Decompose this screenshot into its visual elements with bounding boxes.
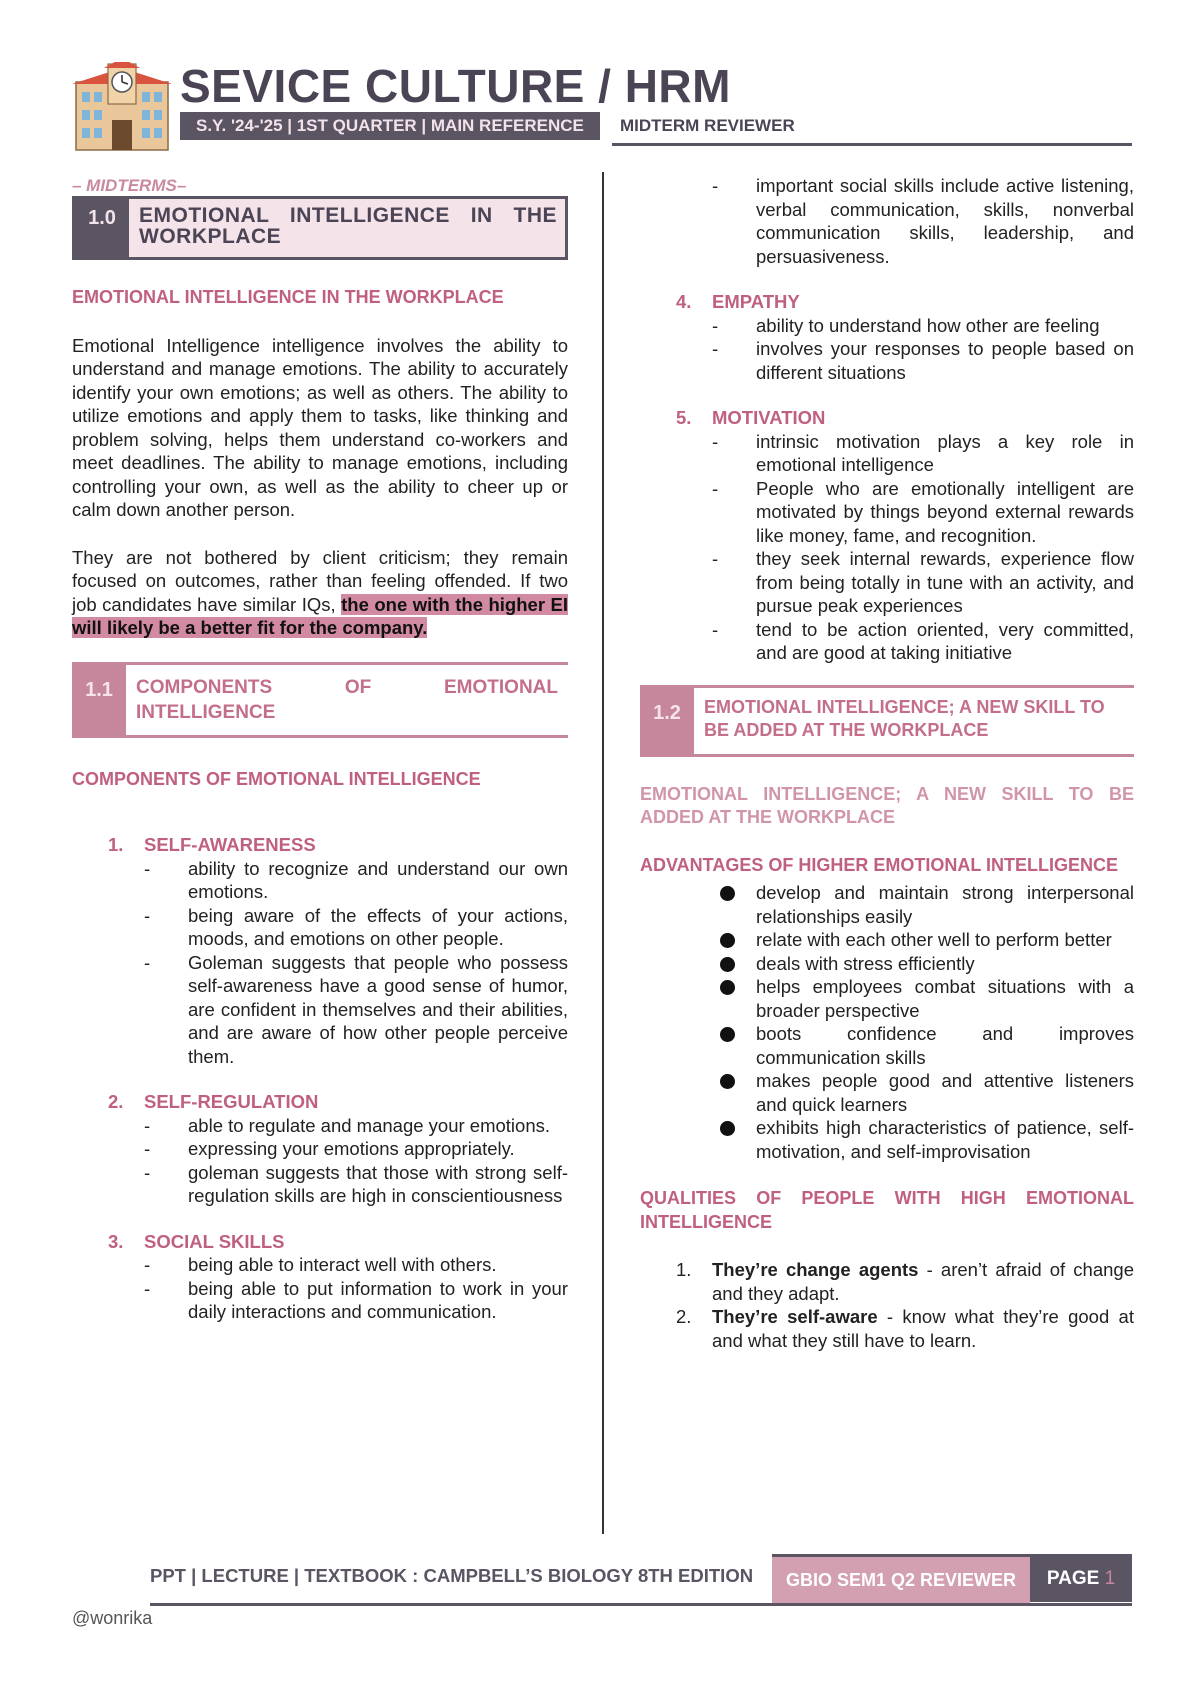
page-title: SEVICE CULTURE / HRM bbox=[180, 60, 731, 112]
section-1-1-header bbox=[72, 662, 568, 738]
advantages-heading: ADVANTAGES OF HIGHER EMOTIONAL INTELLIGENCE bbox=[640, 854, 1119, 875]
list-title: EMPATHY bbox=[712, 291, 800, 312]
list-title: SOCIAL SKILLS bbox=[144, 1230, 285, 1252]
section-number: 1.1 bbox=[72, 665, 126, 735]
list-item: - involves your responses to people based on different situations bbox=[712, 338, 1134, 383]
list-item: exhibits high characteristics of patience, self-motivation, and self-improvisation bbox=[720, 1116, 1134, 1163]
list-item: makes people good and attentive listeners and quick learners bbox=[720, 1069, 1134, 1116]
qualities-heading: QUALITIES OF PEOPLE WITH HIGH EMOTIONAL INTELLIGENCE bbox=[640, 1188, 1134, 1232]
list-item: helps employees combat situations with a broader perspective bbox=[720, 975, 1134, 1022]
footer-divider bbox=[150, 1603, 1132, 1606]
footer-references: PPT | LECTURE | TEXTBOOK : CAMPBELL’S BIOLOGY 8TH EDITION bbox=[150, 1565, 754, 1586]
section-title: EMOTIONAL INTELLIGENCE; A NEW SKILL TO BE ADDED AT THE WORKPLACE bbox=[704, 696, 1105, 740]
list-item: - ability to understand how other are feeling bbox=[712, 314, 1100, 336]
school-building-icon bbox=[72, 62, 172, 154]
section-heading: EMOTIONAL INTELLIGENCE; A NEW SKILL TO BE ADDED AT THE WORKPLACE bbox=[640, 783, 1134, 827]
list-item: - being able to interact well with others. bbox=[144, 1254, 497, 1275]
page-label: PAGE bbox=[1046, 1568, 1100, 1589]
list-item: - intrinsic motivation plays a key role in emotional intelligence bbox=[712, 430, 1134, 475]
right-column bbox=[640, 174, 1134, 1352]
list-item: - being able to put information to work in your daily interactions and communication. bbox=[144, 1277, 568, 1322]
advantages-list bbox=[640, 881, 1134, 1163]
section-1-2-header bbox=[640, 685, 1134, 757]
list-item-heading bbox=[108, 1090, 568, 1114]
highlighted-text: the one with the higher EI will likely be a better fit for the company. bbox=[72, 593, 568, 638]
section-heading: COMPONENTS OF EMOTIONAL INTELLIGENCE bbox=[72, 768, 481, 789]
list-item: 2. They’re self-aware - know what they’re good at and what they still have to learn. bbox=[676, 1306, 1134, 1351]
list-title: SELF-REGULATION bbox=[144, 1091, 319, 1112]
paragraph-text: They are not bothered by client criticism; they remain focused on outcomes, rather than feeling offended. If two job candidates have similar IQs, bbox=[72, 546, 568, 615]
section-number: 1.2 bbox=[640, 688, 694, 754]
list-item-heading bbox=[108, 1230, 568, 1254]
list-item: - able to regulate and manage your emotions. bbox=[144, 1114, 551, 1136]
list-item: - tend to be action oriented, very committed, and are good at taking initiative bbox=[712, 618, 1134, 663]
list-item: - ability to recognize and understand our own emotions. bbox=[144, 857, 568, 902]
list-item: - expressing your emotions appropriately. bbox=[144, 1138, 515, 1159]
author-handle: @wonrika bbox=[72, 1608, 153, 1628]
column-divider bbox=[602, 172, 604, 1534]
list-item: 1. They’re change agents - aren’t afraid of change and they adapt. bbox=[676, 1259, 1134, 1304]
subtitle-bar: S.Y. '24-'25 | 1ST QUARTER | MAIN REFERENCE bbox=[180, 112, 600, 140]
page-number: 1 bbox=[1104, 1568, 1116, 1589]
list-item: develop and maintain strong interpersonal relationships easily bbox=[720, 881, 1134, 928]
page-indicator bbox=[1030, 1554, 1132, 1602]
qualities-list bbox=[640, 1258, 1134, 1352]
section-heading: EMOTIONAL INTELLIGENCE IN THE WORKPLACE bbox=[72, 287, 504, 307]
list-item: - goleman suggests that those with strong self-regulation skills are high in conscientiousness bbox=[144, 1161, 568, 1206]
list-number: 2. bbox=[108, 1091, 124, 1112]
list-item: - Goleman suggests that people who possess self-awareness have a good sense of humor, are confident in themselves and their abilities, and are aware of how other people perceive them. bbox=[144, 951, 568, 1067]
list-item: - important social skills include active listening, verbal communication, skills, nonverbal communication skills, leadership, and persuasiveness. bbox=[712, 175, 1134, 267]
component-list bbox=[72, 833, 568, 1324]
subtitle-right: MIDTERM REVIEWER bbox=[620, 116, 795, 135]
section-title: EMOTIONAL INTELLIGENCE IN THE WORKPLACE bbox=[129, 199, 565, 257]
section-1-0-header bbox=[72, 196, 568, 260]
list-title: MOTIVATION bbox=[712, 407, 826, 428]
left-column bbox=[72, 176, 568, 1324]
list-item: boots confidence and improves communication skills bbox=[720, 1022, 1134, 1069]
paragraph: Emotional Intelligence intelligence involves the ability to understand and manage emotions. The ability to accurately identify your own emotions; as well as others. The ability to utilize emotions and apply them to tasks, like thinking and problem solving, helps them understand co-workers and meet deadlines. The ability to manage emotions, including controlling your own, as well as the ability to cheer up or calm down another person. bbox=[72, 334, 568, 520]
component-list bbox=[640, 290, 1134, 665]
paragraph bbox=[72, 546, 568, 640]
list-number: 4. bbox=[676, 291, 692, 312]
list-item: - People who are emotionally intelligent are motivated by things beyond external rewards like money, fame, and recognition. bbox=[712, 477, 1134, 546]
list-item-heading bbox=[676, 290, 1134, 314]
list-item: relate with each other well to perform better bbox=[720, 928, 1134, 952]
list-item-heading bbox=[676, 406, 1134, 430]
section-number: 1.0 bbox=[88, 207, 116, 229]
section-title: COMPONENTS OF EMOTIONAL INTELLIGENCE bbox=[136, 676, 558, 723]
list-item: deals with stress efficiently bbox=[720, 952, 1134, 976]
list-number: 3. bbox=[108, 1230, 124, 1252]
midterms-label: – MIDTERMS– bbox=[72, 176, 187, 195]
list-item: - being aware of the effects of your actions, moods, and emotions on other people. bbox=[144, 904, 568, 949]
footer-badge: GBIO SEM1 Q2 REVIEWER bbox=[772, 1554, 1030, 1605]
header-divider bbox=[612, 143, 1132, 146]
list-number: 5. bbox=[676, 407, 692, 428]
list-item-heading bbox=[108, 833, 568, 857]
list-item: - they seek internal rewards, experience flow from being totally in tune with an activity, and pursue peak experiences bbox=[712, 548, 1134, 616]
list-number: 1. bbox=[108, 834, 124, 855]
list-title: SELF-AWARENESS bbox=[144, 834, 316, 855]
